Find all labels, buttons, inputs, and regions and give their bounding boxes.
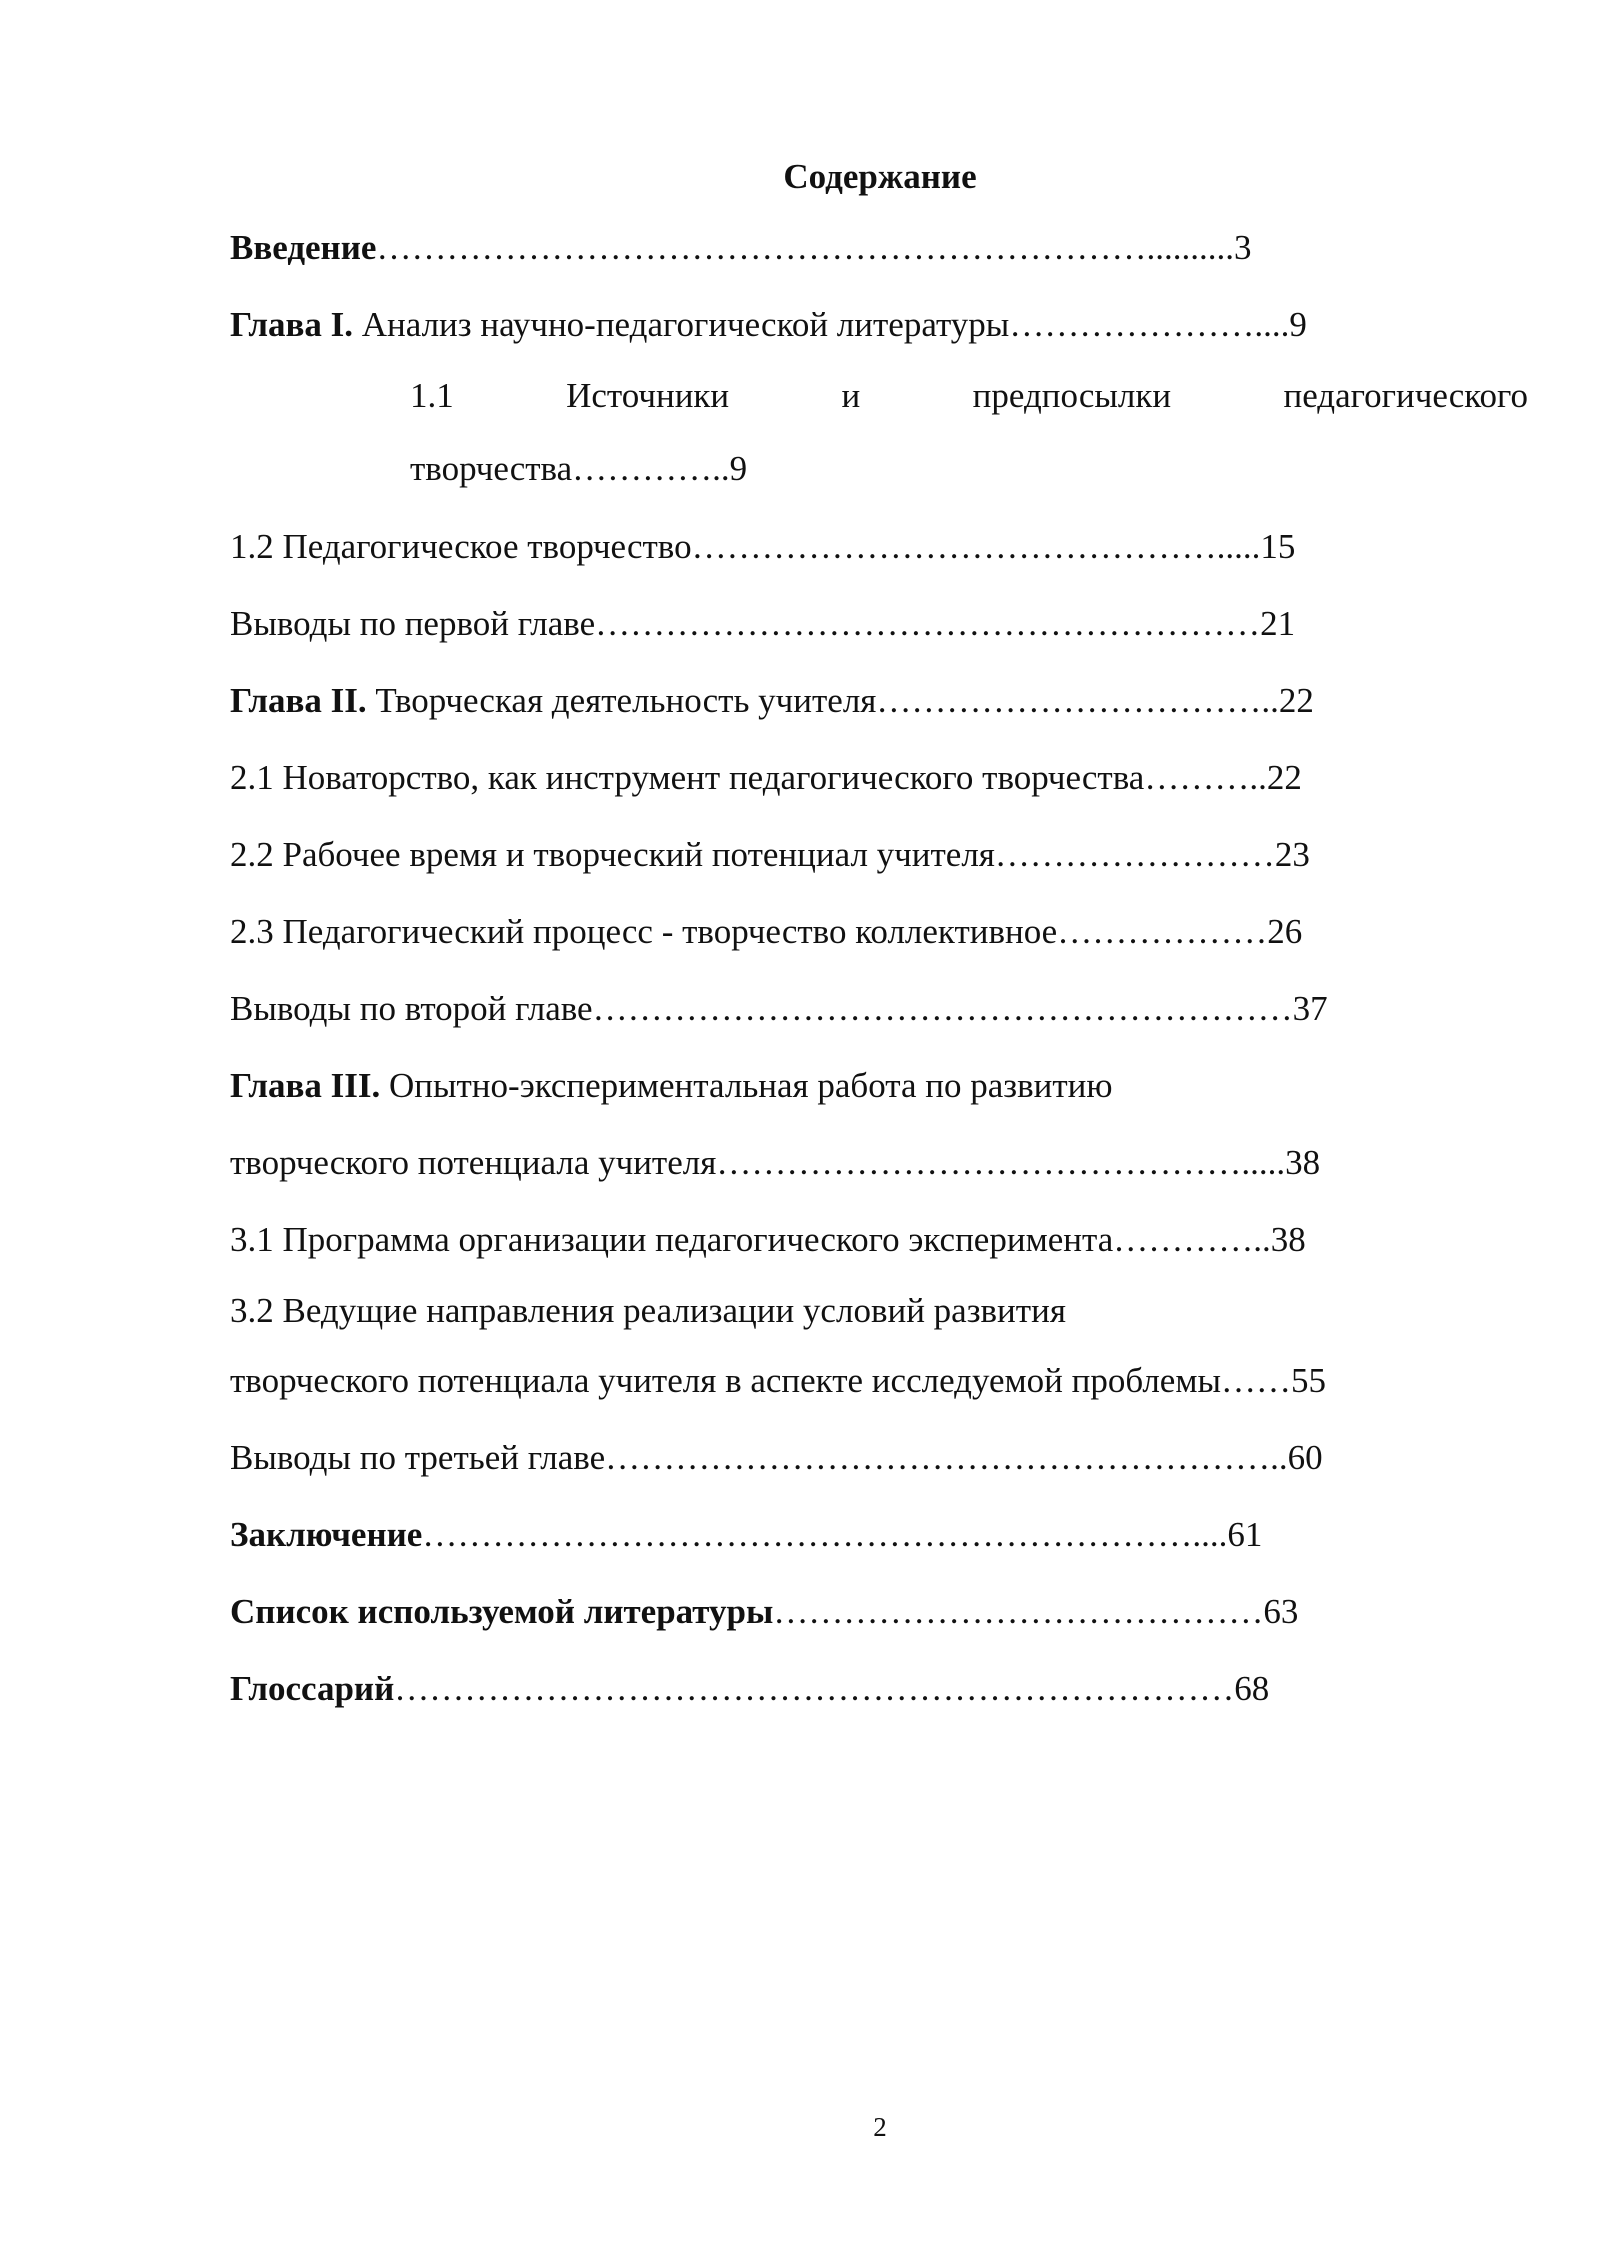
entry-leader: ………………………………………..... (691, 527, 1261, 566)
entry-page: 22 (1266, 758, 1302, 797)
entry-word: 1.1 (410, 376, 454, 415)
entry-leader: ……………………………………………………………… (394, 1669, 1235, 1708)
entry-leader: ……….. (1144, 758, 1267, 797)
toc-entry-glossary (230, 1666, 1269, 1712)
entry-text: Выводы по третьей главе (230, 1438, 606, 1477)
toc-entry-1-1-line-1 (410, 373, 1528, 419)
entry-leader: …………………………………… (773, 1592, 1264, 1631)
toc-entry-conclusions-1 (230, 601, 1295, 647)
toc-entry-2-3 (230, 909, 1302, 955)
entry-text: 3.2 Ведущие направления реализации условий развития (230, 1291, 1066, 1330)
entry-heading: Глава I. (230, 305, 353, 344)
toc-entry-chapter-1 (230, 302, 1307, 348)
entry-leader: ………………………………………………… (595, 604, 1261, 643)
entry-leader: …… (1221, 1361, 1291, 1400)
entry-word: предпосылки (972, 376, 1172, 415)
entry-text: Выводы по второй главе (230, 989, 593, 1028)
entry-page: 60 (1287, 1438, 1323, 1477)
entry-text: 2.2 Рабочее время и творческий потенциал учителя (230, 835, 995, 874)
entry-word: Источники (566, 376, 730, 415)
entry-page: 21 (1260, 604, 1296, 643)
entry-page: 38 (1285, 1143, 1321, 1182)
entry-page: 38 (1270, 1220, 1306, 1259)
entry-word: и (841, 376, 861, 415)
entry-text: Анализ научно-педагогической литературы (352, 305, 1010, 344)
entry-heading: Глава II. (230, 681, 367, 720)
entry-leader: ………………………………………..... (716, 1143, 1286, 1182)
toc-entry-chapter-3-line-2 (230, 1140, 1320, 1186)
toc-entry-3-2-line-1 (230, 1288, 1066, 1334)
toc-entry-1-2 (230, 524, 1295, 570)
entry-text: Опытно-экспериментальная работа по развитию (380, 1066, 1113, 1105)
entry-page: 61 (1227, 1515, 1263, 1554)
entry-word: педагогического (1283, 376, 1528, 415)
toc-entry-chapter-2 (230, 678, 1314, 724)
toc-entry-conclusions-3 (230, 1435, 1323, 1481)
entry-text: Творческая деятельность учителя (366, 681, 877, 720)
toc-entry-chapter-3-line-1 (230, 1063, 1113, 1109)
entry-leader: ………………………………………………….. (605, 1438, 1288, 1477)
toc-entry-references (230, 1589, 1298, 1635)
entry-text: Выводы по первой главе (230, 604, 596, 643)
entry-text: 3.1 Программа организации педагогического эксперимента (230, 1220, 1114, 1259)
entry-page: 63 (1263, 1592, 1299, 1631)
toc-entry-3-1 (230, 1217, 1306, 1263)
entry-page: 3 (1233, 228, 1252, 267)
entry-page: 22 (1278, 681, 1314, 720)
entry-leader: …………………………….. (876, 681, 1279, 720)
entry-text: творческого потенциала учителя (230, 1143, 717, 1182)
entry-leader: ………….. (1113, 1220, 1271, 1259)
entry-page: 9 (729, 449, 748, 488)
page-number: 2 (873, 2112, 887, 2142)
toc-title: Содержание (783, 157, 977, 196)
toc-entry-conclusions-2 (230, 986, 1328, 1032)
toc-entry-introduction (230, 225, 1251, 271)
entry-text: 1.2 Педагогическое творчество (230, 527, 692, 566)
entry-leader: ………………………………………………………….... (422, 1515, 1228, 1554)
entry-page: 9 (1289, 305, 1307, 344)
entry-leader: ………….. (572, 449, 730, 488)
entry-leader: …………………………………………………… (592, 989, 1293, 1028)
entry-leader: ………………….... (1009, 305, 1290, 344)
entry-text: творчества (410, 449, 573, 488)
entry-heading: Заключение (230, 1515, 423, 1554)
entry-heading: Введение (230, 228, 377, 267)
entry-page: 15 (1260, 527, 1296, 566)
toc-entry-3-2-line-2 (230, 1358, 1326, 1404)
entry-leader: ……………… (1057, 912, 1268, 951)
entry-page: 26 (1267, 912, 1303, 951)
entry-heading: Глава III. (230, 1066, 381, 1105)
entry-heading: Список используемой литературы (230, 1592, 774, 1631)
entry-page: 55 (1291, 1361, 1326, 1400)
toc-entry-1-1-line-2 (410, 446, 747, 492)
entry-text: 2.3 Педагогический процесс - творчество коллективное (230, 912, 1058, 951)
entry-leader: ………………………………………………………….......... (376, 228, 1234, 267)
entry-page: 68 (1234, 1669, 1270, 1708)
entry-leader: …………………… (994, 835, 1275, 874)
toc-entry-2-2 (230, 832, 1310, 878)
toc-entry-2-1 (230, 755, 1302, 801)
entry-text: творческого потенциала учителя в аспекте исследуемой проблемы (230, 1361, 1221, 1400)
entry-heading: Глоссарий (230, 1669, 395, 1708)
entry-text: 2.1 Новаторство, как инструмент педагогического творчества (230, 758, 1145, 797)
toc-entry-conclusion (230, 1512, 1262, 1558)
entry-page: 23 (1274, 835, 1310, 874)
entry-page: 37 (1292, 989, 1328, 1028)
